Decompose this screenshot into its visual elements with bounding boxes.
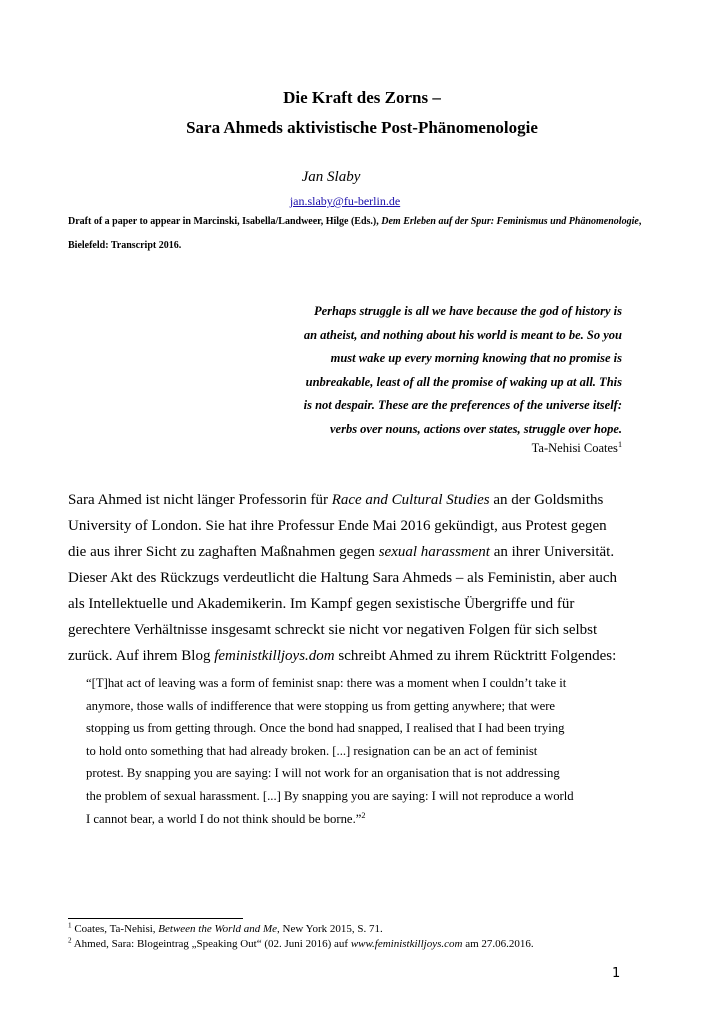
quote-line: stopping us from getting through. Once the bond had snapped, I realised that I had been trying bbox=[86, 721, 565, 736]
title-line-1: Die Kraft des Zorns – bbox=[283, 88, 441, 107]
draft-note-text: Draft of a paper to appear in Marcinski, Isabella/Landweer, Hilge (Eds.), bbox=[68, 216, 382, 227]
paragraph-text: schreibt Ahmed zu ihrem Rücktritt Folgendes: bbox=[334, 648, 617, 664]
paragraph-text: an der Goldsmiths University of London. Sie hat ihre Professur Ende Mai 2016 gekündigt, aus Protest gegen die aus ihrer Sicht zu zaghaften Maßnahmen gegen bbox=[68, 492, 607, 560]
draft-note-publisher: , Bielefeld: Transcript 2016. bbox=[68, 216, 642, 251]
quote-line: “[T]hat act of leaving was a form of feminist snap: there was a moment when I couldn’t take it bbox=[86, 676, 567, 690]
draft-note bbox=[68, 210, 668, 258]
page-number: 1 bbox=[612, 966, 621, 981]
epigraph-line: verbs over nouns, actions over states, struggle over hope. bbox=[329, 421, 622, 436]
epigraph-line: an atheist, and nothing about his world is meant to be. So you bbox=[303, 327, 622, 342]
author-email-link[interactable]: jan.slaby@fu-berlin.de bbox=[289, 194, 401, 208]
footnote-url: www.feministkilljoys.com bbox=[350, 938, 463, 950]
footnote-1 bbox=[68, 923, 668, 935]
quote-line bbox=[86, 808, 606, 831]
author-name: Jan Slaby bbox=[301, 169, 361, 185]
paragraph-emphasis: sexual harassment bbox=[378, 544, 490, 560]
epigraph-line: Perhaps struggle is all we have because the god of history is bbox=[314, 304, 622, 318]
epigraph-line: is not despair. These are the preferences of the universe itself: bbox=[303, 398, 622, 412]
quote-line: to hold onto something that had already broken. [...] resignation can be an act of feminist bbox=[86, 743, 538, 758]
footnote-text: Ahmed, Sara: Blogeintrag „Speaking Out“ (02. Juni 2016) auf bbox=[71, 938, 351, 950]
paragraph-emphasis: Race and Cultural Studies bbox=[331, 492, 490, 508]
paragraph-text: an ihrer Universität. Dieser Akt des Rückzugs verdeutlicht die Haltung Sara Ahmeds – als Feministin, aber auch als Intellektuelle und Akademikerin. Im Kampf gegen sexistische Übergriffe und für gerechtere Verhältnisse insgesamt schreckt sie nicht vor negativen Folgen für sich selbst zurück. Auf ihrem Blog bbox=[68, 544, 618, 664]
footnote-text: Coates, Ta-Nehisi, bbox=[71, 923, 159, 935]
footnote-text: am 27.06.2016. bbox=[462, 938, 534, 950]
epigraph bbox=[270, 300, 622, 441]
epigraph-attribution bbox=[270, 441, 622, 456]
quote-line-text: I cannot bear, a world I do not think should be borne.” bbox=[86, 811, 362, 826]
footnote-mark: 1 bbox=[68, 921, 72, 930]
paragraph-text: Sara Ahmed ist nicht länger Professorin für bbox=[68, 492, 332, 508]
quote-line: the problem of sexual harassment. [...] By snapping you are saying: I will not reproduce a world bbox=[86, 788, 574, 803]
body-paragraph bbox=[68, 487, 628, 669]
footnote-mark: 2 bbox=[68, 936, 72, 945]
epigraph-line: unbreakable, least of all the promise of waking up at all. This bbox=[305, 374, 622, 389]
draft-note-book-title: Dem Erleben auf der Spur: Feminismus und Phänomenologie bbox=[381, 216, 639, 227]
footnote-text: , New York 2015, S. 71. bbox=[277, 923, 383, 935]
epigraph-attribution-name: Ta-Nehisi Coates bbox=[531, 441, 618, 455]
footnote-2 bbox=[68, 938, 668, 950]
block-quote bbox=[86, 672, 606, 830]
quote-line: protest. By snapping you are saying: I will not work for an organisation that is not addressing bbox=[86, 766, 560, 781]
paragraph-emphasis: feministkilljoys.dom bbox=[214, 648, 335, 664]
footnote-ref-2[interactable]: 2 bbox=[361, 810, 366, 820]
epigraph-line: must wake up every morning knowing that no promise is bbox=[330, 351, 622, 365]
title-line-2: Sara Ahmeds aktivistische Post-Phänomenologie bbox=[186, 118, 538, 137]
footnote-ref-1[interactable]: 1 bbox=[617, 439, 622, 449]
footnote-separator bbox=[68, 918, 243, 919]
quote-line: anymore, those walls of indifference that were stopping us from getting anywhere; that were bbox=[86, 698, 556, 713]
footnote-book-title: Between the World and Me bbox=[158, 923, 278, 935]
